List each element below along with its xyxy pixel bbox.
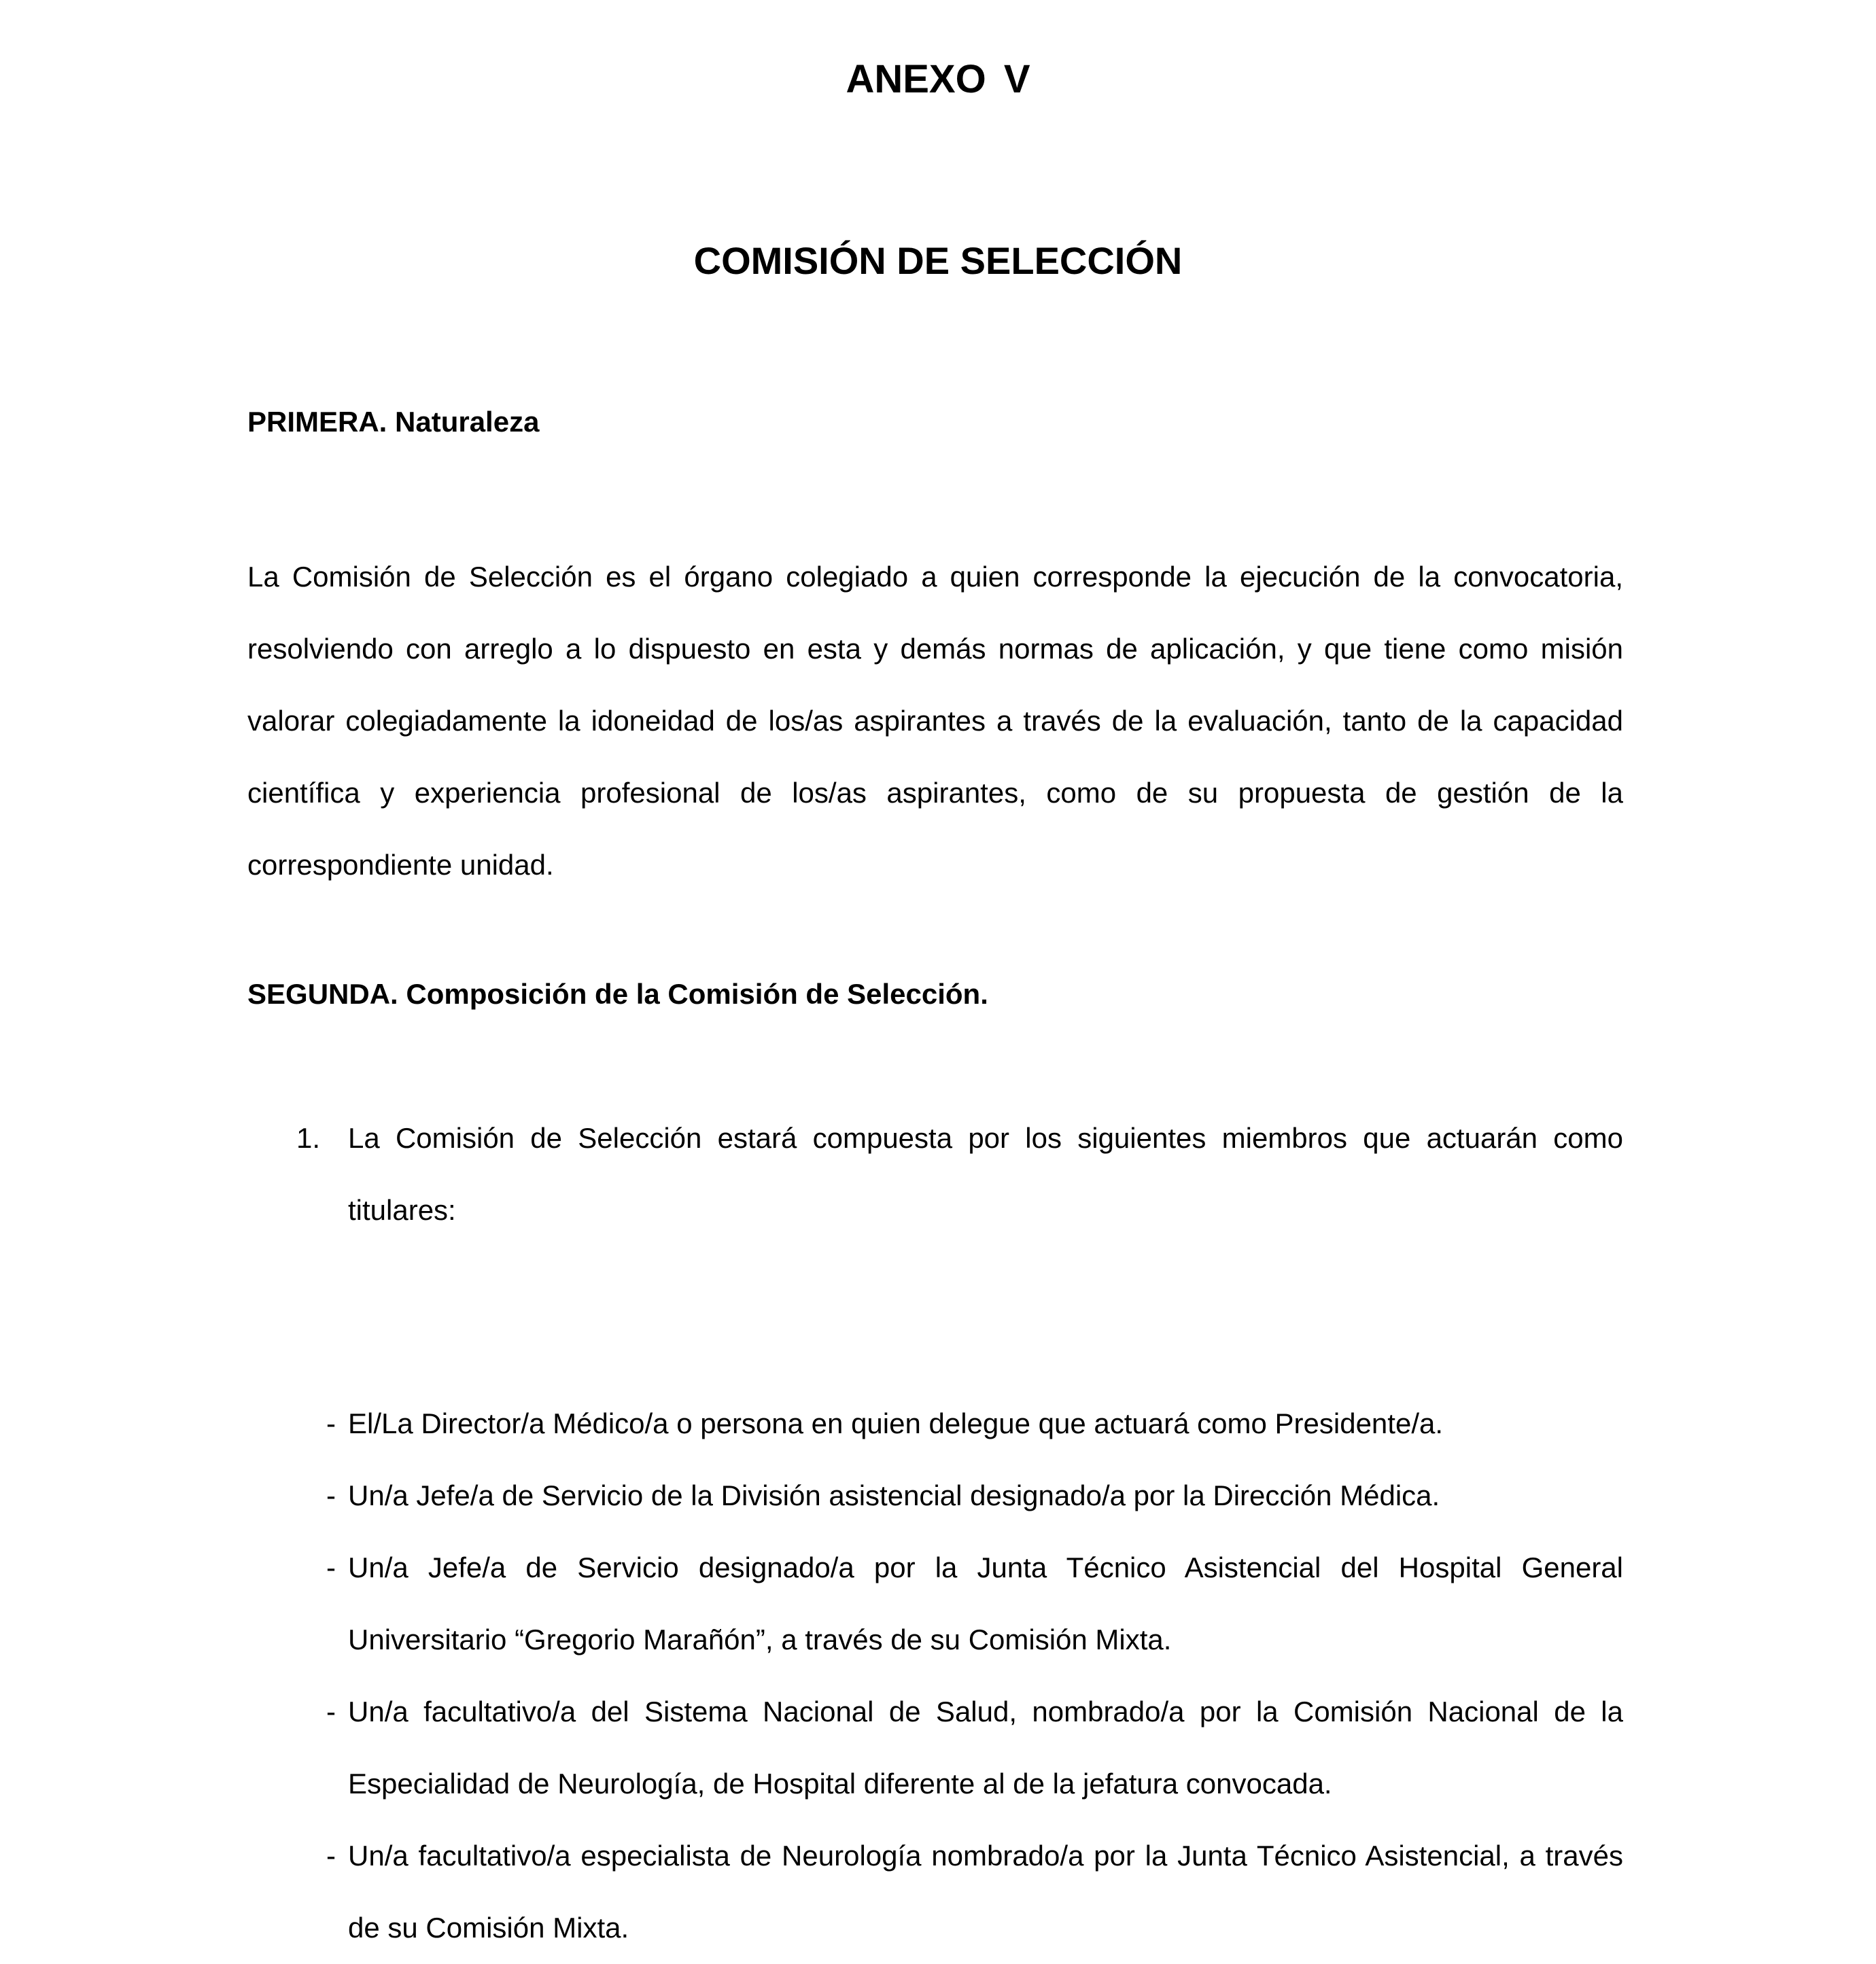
section-primera-heading: PRIMERA. Naturaleza [247,406,540,438]
section-segunda-heading: SEGUNDA. Composición de la Comisión de Selección. [247,978,988,1010]
member-text: Un/a facultativo/a del Sistema Nacional de Salud, nombrado/a por la Comisión Nacional de la Especialidad de Neurología, de Hospital diferente al de la jefatura convocada. [348,1696,1623,1800]
bullet-dash: - [326,1551,336,1583]
section-primera-paragraph: La Comisión de Selección es el órgano colegiado a quien corresponde la ejecución de la convocatoria, resolviendo con arreglo a lo dispuesto en esta y demás normas de aplicación, y que tiene como misión valorar colegiadamente la idoneidad de los/as aspirantes a través de la evaluación, tanto de la capacidad científica y experiencia profesional de los/as aspirantes, como de su propuesta de gestión de la correspondiente unidad. [247,561,1623,881]
members-list [326,1388,1623,1964]
member-item [326,1532,1623,1676]
member-item [326,1388,1623,1460]
member-item [326,1676,1623,1820]
member-text: Un/a Jefe/a de Servicio de la División asistencial designado/a por la Dirección Médica. [348,1479,1440,1511]
bullet-dash: - [326,1407,336,1439]
item-text: La Comisión de Selección estará compuesta por los siguientes miembros que actuarán como titulares: [348,1122,1623,1226]
bullet-dash: - [326,1696,336,1728]
item-number: 1. [296,1122,321,1154]
bullet-dash: - [326,1840,336,1872]
member-text: Un/a facultativo/a especialista de Neurología nombrado/a por la Junta Técnico Asistencial, a través de su Comisión Mixta. [348,1840,1623,1944]
member-text: El/La Director/a Médico/a o persona en quien delegue que actuará como Presidente/a. [348,1407,1444,1439]
member-text: Un/a Jefe/a de Servicio designado/a por la Junta Técnico Asistencial del Hospital General Universitario “Gregorio Marañón”, a través de su Comisión Mixta. [348,1551,1623,1655]
commission-title: COMISIÓN DE SELECCIÓN [693,239,1183,282]
numbered-item-1 [296,1102,1623,1246]
member-item [326,1460,1623,1532]
annex-title: ANEXO V [846,57,1030,101]
member-item [326,1820,1623,1964]
bullet-dash: - [326,1479,336,1511]
